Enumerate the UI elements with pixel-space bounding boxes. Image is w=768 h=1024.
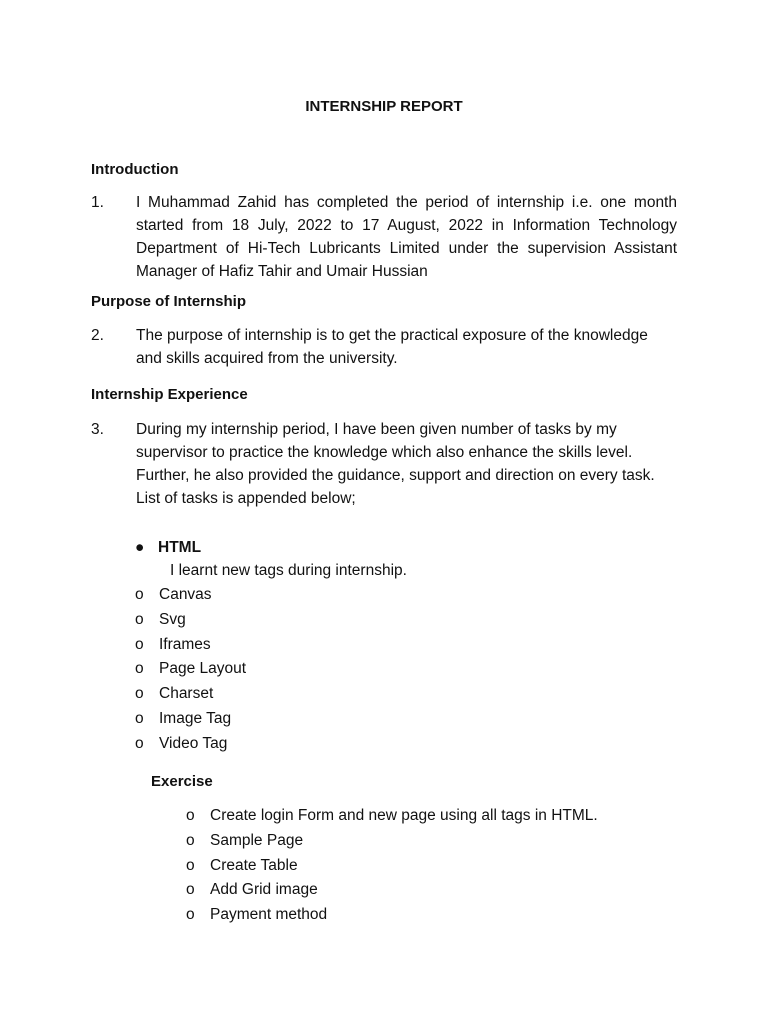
circle-bullet-icon: o [186,906,195,924]
list-item [186,878,598,903]
paragraph-text: I Muhammad Zahid has completed the period of internship i.e. one month started from 18 July, 2022 to 17 August, 2022 in Information Technology Department of Hi-Tech Lubricants Limited under the supervision Assistant Manager of Hafiz Tahir and Umair Hussian [136,194,677,280]
html-topic-heading [135,536,407,559]
exercise-list [186,804,598,928]
circle-bullet-icon: o [135,660,144,678]
list-item-text: Payment method [210,906,328,924]
list-item [135,732,407,757]
paragraph-text: During my internship period, I have been given number of tasks by my supervisor to practice the knowledge which also enhance the skills level. Further, he also provided the guidance, support and direction on every task. List of tasks is appended below; [136,421,655,507]
circle-bullet-icon: o [135,734,144,752]
list-item-text: Image Tag [159,709,232,727]
paragraph-number: 3. [91,421,104,438]
list-item-text: Add Grid image [210,881,318,899]
html-tags-list [135,583,407,757]
bullet-icon: ● [135,539,145,556]
html-topic-subtext: I learnt new tags during internship. [170,562,407,579]
purpose-heading: Purpose of Internship [91,293,247,310]
paragraph-number: 1. [91,194,104,211]
circle-bullet-icon: o [135,685,144,703]
circle-bullet-icon: o [135,635,144,653]
list-item [186,854,598,879]
paragraph-text: The purpose of internship is to get the practical exposure of the knowledge and skills acquired from the university. [136,327,648,367]
list-item [135,583,407,608]
report-title: INTERNSHIP REPORT [305,98,463,115]
circle-bullet-icon: o [135,586,144,603]
paragraph-number: 2. [91,327,104,344]
list-item-text: Create login Form and new page using all tags in HTML. [210,807,598,824]
circle-bullet-icon: o [186,881,195,899]
list-item-text: Canvas [159,586,212,603]
list-item [186,903,598,928]
list-item [135,608,407,633]
circle-bullet-icon: o [186,831,195,849]
paragraph-2 [91,324,677,370]
list-item-text: Charset [159,685,214,703]
list-item-text: Svg [159,610,186,628]
list-item-text: Iframes [159,635,211,653]
experience-heading: Internship Experience [91,386,248,403]
circle-bullet-icon: o [186,856,195,874]
list-item-text: Video Tag [159,734,228,752]
list-item-text: Page Layout [159,660,247,678]
list-item [186,829,598,854]
list-item [135,657,407,682]
circle-bullet-icon: o [135,709,144,727]
circle-bullet-icon: o [186,807,195,824]
list-item-text: Create Table [210,856,298,874]
circle-bullet-icon: o [135,610,144,628]
html-topic-label: HTML [158,539,202,556]
html-topic-block [135,536,407,757]
list-item [135,682,407,707]
paragraph-3 [91,418,677,510]
list-item-text: Sample Page [210,831,304,849]
list-item [186,804,598,829]
exercise-heading: Exercise [151,773,213,790]
paragraph-1 [91,191,677,283]
list-item [135,633,407,658]
list-item [135,707,407,732]
introduction-heading: Introduction [91,161,179,178]
